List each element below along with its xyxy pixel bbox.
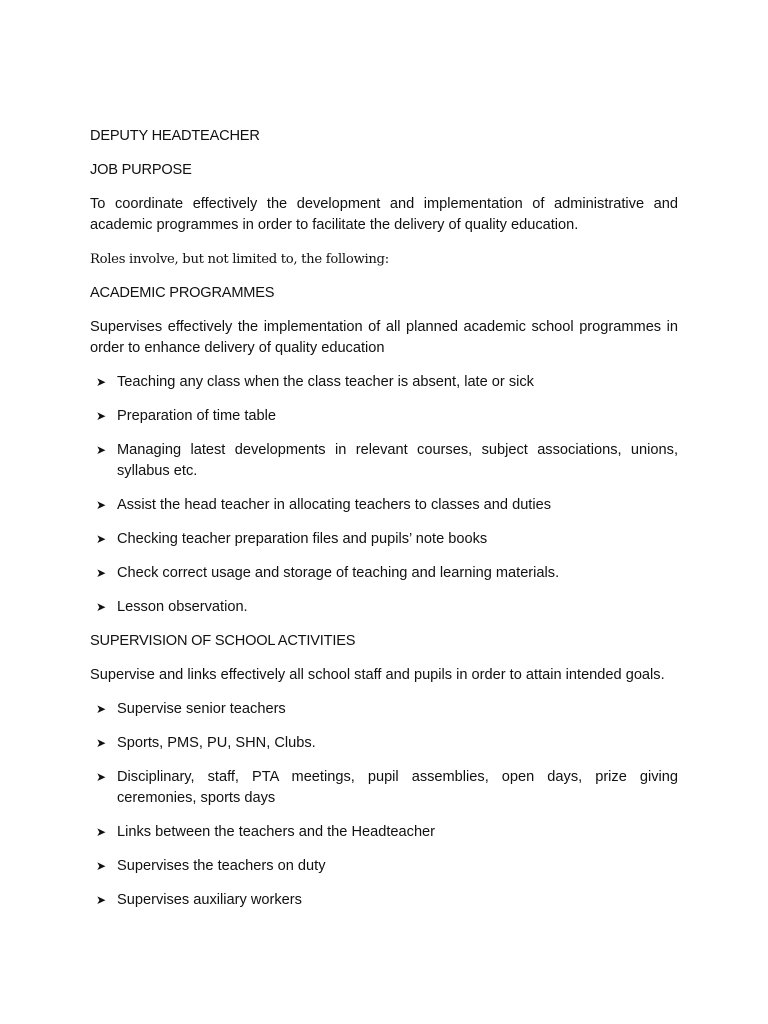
arrowhead-bullet-icon: ➤ bbox=[96, 600, 107, 614]
list-item-text: Links between the teachers and the Headteacher bbox=[117, 824, 436, 840]
arrowhead-bullet-icon: ➤ bbox=[96, 893, 107, 907]
arrowhead-bullet-icon: ➤ bbox=[96, 825, 107, 839]
arrowhead-bullet-icon: ➤ bbox=[96, 702, 107, 716]
arrowhead-bullet-icon: ➤ bbox=[96, 736, 107, 750]
list-item-text: Disciplinary, staff, PTA meetings, pupil assemblies, open days, prize giving ceremonies, sports days bbox=[117, 769, 678, 806]
job-purpose-text: To coordinate effectively the development and implementation of administrative and academic programmes in order to facilitate the delivery of quality education. bbox=[90, 196, 678, 233]
list-item bbox=[90, 372, 678, 393]
arrowhead-bullet-icon: ➤ bbox=[96, 859, 107, 873]
document-page bbox=[90, 126, 678, 924]
list-item-text: Supervises auxiliary workers bbox=[117, 892, 302, 908]
list-item bbox=[90, 440, 678, 482]
list-item-text: Lesson observation. bbox=[117, 599, 248, 615]
supervision-list bbox=[90, 699, 678, 911]
academic-programmes-intro: Supervises effectively the implementation of all planned academic school programmes in order to enhance delivery of quality education bbox=[90, 319, 678, 356]
list-item-text: Check correct usage and storage of teaching and learning materials. bbox=[117, 565, 560, 581]
list-item bbox=[90, 767, 678, 809]
list-item bbox=[90, 890, 678, 911]
list-item bbox=[90, 822, 678, 843]
arrowhead-bullet-icon: ➤ bbox=[96, 532, 107, 546]
list-item-text: Teaching any class when the class teacher is absent, late or sick bbox=[117, 374, 534, 390]
arrowhead-bullet-icon: ➤ bbox=[96, 409, 107, 423]
list-item bbox=[90, 563, 678, 584]
document-title: DEPUTY HEADTEACHER bbox=[90, 128, 260, 144]
job-purpose-heading: JOB PURPOSE bbox=[90, 162, 192, 178]
arrowhead-bullet-icon: ➤ bbox=[96, 498, 107, 512]
list-item-text: Checking teacher preparation files and pupils’ note books bbox=[117, 531, 488, 547]
list-item bbox=[90, 406, 678, 427]
list-item-text: Supervises the teachers on duty bbox=[117, 858, 326, 874]
list-item bbox=[90, 733, 678, 754]
academic-programmes-list bbox=[90, 372, 678, 618]
academic-programmes-heading: ACADEMIC PROGRAMMES bbox=[90, 285, 275, 301]
list-item bbox=[90, 699, 678, 720]
supervision-heading: SUPERVISION OF SCHOOL ACTIVITIES bbox=[90, 633, 356, 649]
arrowhead-bullet-icon: ➤ bbox=[96, 566, 107, 580]
list-item-text: Managing latest developments in relevant courses, subject associations, unions, syllabus etc. bbox=[117, 442, 678, 479]
list-item-text: Preparation of time table bbox=[117, 408, 276, 424]
arrowhead-bullet-icon: ➤ bbox=[96, 375, 107, 389]
list-item bbox=[90, 529, 678, 550]
list-item bbox=[90, 597, 678, 618]
list-item-text: Sports, PMS, PU, SHN, Clubs. bbox=[117, 735, 316, 751]
list-item bbox=[90, 495, 678, 516]
arrowhead-bullet-icon: ➤ bbox=[96, 443, 107, 457]
list-item bbox=[90, 856, 678, 877]
list-item-text: Supervise senior teachers bbox=[117, 701, 286, 717]
arrowhead-bullet-icon: ➤ bbox=[96, 770, 107, 784]
roles-note: Roles involve, but not limited to, the following: bbox=[90, 252, 389, 267]
supervision-intro: Supervise and links effectively all school staff and pupils in order to attain intended goals. bbox=[90, 667, 665, 683]
list-item-text: Assist the head teacher in allocating teachers to classes and duties bbox=[117, 497, 552, 513]
